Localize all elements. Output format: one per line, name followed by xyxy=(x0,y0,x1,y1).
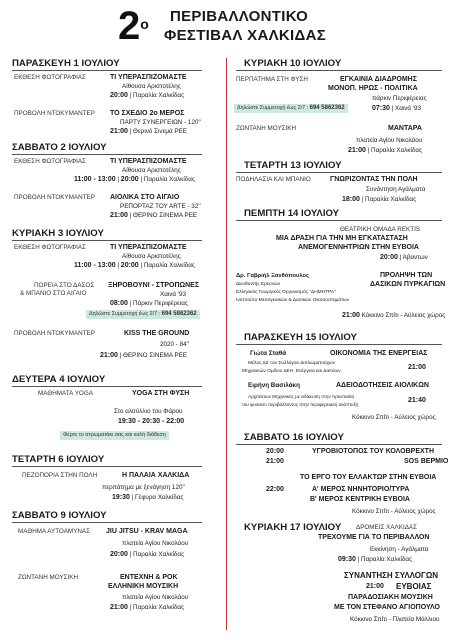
event-time-venue: 21:00 | Παραλία Χαλκίδας xyxy=(348,147,423,154)
event-type: ΠΟΡΕΙΑ ΣΤΟ ΔΑΣΟΣ xyxy=(34,282,95,289)
event-type: ΘΕΑΤΡΙΚΗ ΟΜΑΔΑ REKTIS xyxy=(340,226,421,233)
event-name: ΟΙΚΟΝΟΜΙΑ ΤΗΣ ΕΝΕΡΓΕΙΑΣ xyxy=(330,350,428,357)
event-time-venue: 21:00 | ΘΕΡΙΝΟ ΣΙΝΕΜΑ ΡΕΕ xyxy=(110,212,198,219)
event-name: ΜΟΝΟΠ. ΗΡΩΣ - ΠΟΛΙΤΙΚΑ xyxy=(328,85,418,92)
event-name: ΕΓΚΑΙΝΙΑ ΔΙΑΔΡΟΜΗΣ xyxy=(340,76,417,83)
event-venue: Κόκκινο Σπίτι - Πλατεία Μάλλιου xyxy=(350,616,440,623)
day-heading: ΚΥΡΙΑΚΗ 10 ΙΟΥΛΙΟΥ xyxy=(244,58,342,69)
event-name: SOS ΒΕΡΜΙΟ xyxy=(404,458,449,465)
day-heading: ΚΥΡΙΑΚΗ 3 ΙΟΥΛΙΟΥ xyxy=(12,228,104,239)
event-time: 21:00 xyxy=(266,458,284,465)
event-time: 21:40 xyxy=(408,397,426,404)
speaker-role: Μηχανικών Ομίλου ΔΕΗ, Ενέργεια και Δικτύων xyxy=(242,369,341,374)
event-time-venue: 18:00 | Παραλία Χαλκίδας xyxy=(342,196,417,203)
event-type: ΔΡΟΜΕΙΣ ΧΑΛΚΙΔΑΣ xyxy=(356,524,417,531)
event-time-venue: 20:00 | Παραλία Χαλκίδας xyxy=(110,551,185,558)
day-heading: ΔΕΥΤΕΡΑ 4 ΙΟΥΛΙΟΥ xyxy=(12,374,106,385)
speaker-name: Γιώτα Σταθά xyxy=(250,350,287,357)
event-type: ΖΩΝΤΑΝΗ ΜΟΥΣΙΚΗ xyxy=(18,574,79,581)
day-heading: ΠΑΡΑΣΚΕΥΗ 1 ΙΟΥΛΙΟΥ xyxy=(12,58,120,69)
event-type: ΠΕΡΠΑΤΗΜΑ ΣΤΗ ΦΥΣΗ xyxy=(236,76,308,83)
speaker-role: Αρχιτέκτων Μηχανικός με ειδίκευση στην προστασία xyxy=(248,394,355,399)
event-time: 19:30 - 20:30 - 22:00 xyxy=(118,418,185,425)
festival-edition-number: $2^o$ xyxy=(118,4,149,48)
event-time-venue: 20:00 | Παραλία Χαλκίδας xyxy=(110,92,185,99)
event-name: ΜΙΑ ΔΡΑΣΗ ΓΙΑ ΤΗΝ ΜΗ ΕΓΚΑΤΑΣΤΑΣΗ xyxy=(276,235,408,242)
event-name: ΥΓΡΟΒΙΟΤΟΠΟΣ ΤΟΥ ΚΟΛΟΒΡΕΧΤΗ xyxy=(312,448,434,455)
day-heading: ΣΑΒΒΑΤΟ 9 ΙΟΥΛΙΟΥ xyxy=(12,510,107,521)
event-type: ΕΚΘΕΣΗ ΦΩΤΟΓΡΑΦΙΑΣ xyxy=(14,74,86,81)
event-name: ΕΛΛΗΝΙΚΗ ΜΟΥΣΙΚΗ xyxy=(108,583,179,590)
event-type: ΠΕΖΟΠΟΡΙΑ ΣΤΗΝ ΠΟΛΗ xyxy=(22,472,98,479)
event-type: ΕΚΘΕΣΗ ΦΩΤΟΓΡΑΦΙΑΣ xyxy=(14,158,86,165)
event-name: Β' ΜΕΡΟΣ ΚΕΝΤΡΙΚΗ ΕΥΒΟΙΑ xyxy=(310,496,410,503)
event-name: ΑΔΕΙΟΔΟΤΗΣΕΙΣ ΑΙΟΛΙΚΩΝ xyxy=(336,382,429,389)
day-underline xyxy=(12,154,202,155)
speaker-role: Διευθυντής Ερευνών xyxy=(236,282,281,287)
event-type: ΕΚΘΕΣΗ ΦΩΤΟΓΡΑΦΙΑΣ xyxy=(14,244,86,251)
event-name: ΣΥΝΑΝΤΗΣΗ ΣΥΛΛΟΓΩΝ xyxy=(344,571,439,580)
event-type: ΖΩΝΤΑΝΗ ΜΟΥΣΙΚΗ xyxy=(236,125,297,132)
event-place: 2020 - 84'' xyxy=(160,341,190,348)
event-place: Χαινά '93 xyxy=(160,291,186,298)
day-underline xyxy=(236,344,442,345)
festival-title-line1: ΠΕΡΙΒΑΛΛΟΝΤΙΚΟ xyxy=(170,8,309,25)
event-time-venue: 21:00 | ΘΕΡΙΝΟ ΣΙΝΕΜΑ ΡΕΕ xyxy=(100,352,188,359)
event-type: ΠΡΟΒΟΛΗ ΝΤΟΚΥΜΑΝΤΕΡ xyxy=(14,194,95,201)
column-divider xyxy=(226,58,227,630)
event-type: & ΜΠΑΝΙΟ ΣΤΟ ΑΙΓΑΙΟ xyxy=(20,290,87,297)
event-name: ΤΙ ΥΠΕΡΑΣΠΙΖΟΜΑΣΤΕ xyxy=(110,74,187,81)
event-type: ΠΡΟΒΟΛΗ ΝΤΟΚΥΜΑΝΤΕΡ xyxy=(14,110,95,117)
event-time-venue: 11:00 - 13:00 | 20:00 | Παραλία Χαλκίδας xyxy=(74,262,195,269)
speaker-name: Ειρήνη Βασιλάκη xyxy=(248,382,300,389)
speaker-name: Δρ. Γαβριήλ Ξανθόπουλος xyxy=(236,273,310,279)
event-name: ΤΡΕΧΟΥΜΕ ΓΙΑ ΤΟ ΠΕΡΙΒΑΛΛΟΝ xyxy=(318,534,430,541)
day-underline xyxy=(236,172,442,173)
day-underline xyxy=(236,444,442,445)
event-name: ΠΡΟΛΗΨΗ ΤΩΝ xyxy=(380,272,433,279)
event-name: ΜΕ ΤΟΝ ΣΤΕΦΑΝΟ ΑΓΙΟΠΟΥΛΟ xyxy=(334,604,440,611)
event-time: 22:00 xyxy=(266,486,284,493)
event-name: Η ΠΑΛΑΙΑ ΧΑΛΚΙΔΑ xyxy=(122,472,190,479)
event-name: ΕΝΤΕΧΝΗ & ΡΟΚ xyxy=(120,574,178,581)
event-type: ΠΟΔΗΛΑΣΙΑ ΚΑΙ ΜΠΑΝΙΟ xyxy=(236,176,311,183)
equipment-note: Φέρτε το στρωματάκι σας και καλή διάθεση xyxy=(60,431,169,440)
event-place: ΠΑΡΤΥ ΣΥΝΕΡΓΕΙΩΝ - 120'' xyxy=(120,119,201,126)
event-venue: Κόκκινο Σπίτι - Αύλειος χώρος xyxy=(352,508,436,515)
event-name: ΔΑΣΙΚΩΝ ΠΥΡΚΑΓΙΩΝ xyxy=(370,281,446,288)
event-type: ΠΡΟΒΟΛΗ ΝΤΟΚΥΜΑΝΤΕΡ xyxy=(14,330,95,337)
event-place: Συνάντηση Αγάλματα xyxy=(366,186,426,193)
festival-title-line2: ΦΕΣΤΙΒΑΛ ΧΑΛΚΙΔΑΣ xyxy=(164,27,327,44)
event-time: 20:00 xyxy=(266,448,284,455)
event-name: KISS THE GROUND xyxy=(124,330,190,337)
day-heading: ΤΕΤΑΡΤΗ 6 ΙΟΥΛΙΟΥ xyxy=(12,454,105,465)
event-place: Εκκίνηση - Αγάλματα xyxy=(370,546,429,553)
event-time-venue: 20:00 | Άβαντων xyxy=(380,254,428,261)
event-name: ΑΙΟΛΙΚΑ ΣΤΟ ΑΙΓΑΙΟ xyxy=(110,194,180,201)
day-underline xyxy=(12,466,202,467)
day-heading: ΚΥΡΙΑΚΗ 17 ΙΟΥΛΙΟΥ xyxy=(244,522,342,533)
poster-header xyxy=(0,0,453,52)
event-place: πλατεία Αγίου Νικολάου xyxy=(356,137,423,144)
day-underline xyxy=(12,240,202,241)
day-heading: ΠΕΜΠΤΗ 14 ΙΟΥΛΙΟΥ xyxy=(244,208,340,219)
event-name: ΕΥΒΟΙΑΣ xyxy=(396,582,432,591)
event-name: ΤΟ ΕΡΓΟ ΤΟΥ ΕΛΛΑΚΤΩΡ ΣΤΗΝ ΕΥΒΟΙΑ xyxy=(300,474,437,481)
event-time-venue: 11:00 - 13:00 | 20:00 | Παραλία Χαλκίδας xyxy=(74,176,195,183)
registration-note: Δηλώστε Συμμετοχή έως 2/7 : 694 5862362 xyxy=(86,310,200,319)
event-place: Αίθουσα Αριστοτέλης xyxy=(122,167,181,174)
registration-note: Δηλώστε Συμμετοχή έως 2/7 : 694 5862362 xyxy=(234,104,348,113)
event-name: Α' ΜΕΡΟΣ ΝΗΝΗΤΟΡΙΟ/ΤΥΡΑ xyxy=(312,486,410,493)
event-type: ΜΑΘΗΜΑ ΑΥΤΟΑΜΥΝΑΣ xyxy=(18,528,90,535)
event-name: ΑΝΕΜΟΓΕΝΝΗΤΡΙΩΝ ΣΤΗΝ ΕΥΒΟΙΑ xyxy=(298,244,419,251)
event-type: ΜΑΘΗΜΑΤΑ YOGA xyxy=(38,390,93,397)
event-name: JIU JITSU - KRAV MAGA xyxy=(106,528,188,535)
event-name: ΤΙ ΥΠΕΡΑΣΠΙΖΟΜΑΣΤΕ xyxy=(110,158,187,165)
day-heading: ΣΑΒΒΑΤΟ 16 ΙΟΥΛΙΟΥ xyxy=(244,432,344,443)
event-place: πάρκιν Περιφέρειας xyxy=(372,95,427,102)
event-name: ΞΗΡΟΒΟΥΝΙ - ΣΤΡΟΠΩΝΕΣ xyxy=(108,282,200,289)
speaker-role: Ελληνικός Γεωργικός Οργανισμός "ΔΗΜΗΤΡΑ" xyxy=(236,290,336,295)
event-time-venue: 07:30 | Χαινά '93 xyxy=(372,105,422,112)
speaker-role: Μέλος ΔΣ του Συλλόγου Διπλωματούχων xyxy=(248,361,336,366)
event-time: 21:00 xyxy=(366,583,384,590)
day-underline xyxy=(236,70,442,71)
event-place: Στο αλσύλλιο του Φάρου xyxy=(114,408,183,415)
event-place: ΡΕΠΟΡΤΑΖ ΤΟΥ ΑRTE - 32'' xyxy=(120,203,201,210)
event-time-venue: 21:00 | Θερινό Σινεμά ΡΕΕ xyxy=(110,128,187,135)
day-underline xyxy=(236,220,442,221)
event-name: YOGA ΣΤΗ ΦΥΣΗ xyxy=(132,390,190,397)
event-place: Αίθουσα Αριστοτέλης xyxy=(122,83,181,90)
day-heading: ΣΑΒΒΑΤΟ 2 ΙΟΥΛΙΟΥ xyxy=(12,142,107,153)
event-venue: Κόκκινο Σπίτι - Αύλειος χώρος xyxy=(352,414,436,421)
event-time-venue: 21:00 | Παραλία Χαλκίδας xyxy=(110,604,185,611)
event-name: ΤΟ ΣΧΕΔΙΟ 2ο ΜΕΡΟΣ xyxy=(110,110,185,117)
day-heading: ΠΑΡΑΣΚΕΥΗ 15 ΙΟΥΛΙΟΥ xyxy=(244,332,357,343)
event-name: ΜΑΝΤΑΡΑ xyxy=(388,125,422,132)
speaker-role: Ινστιτούτο Μεσογειακών & Δασικών Οικοσυστημάτων xyxy=(236,298,350,303)
event-name: ΓΝΩΡΙΖΟΝΤΑΣ ΤΗΝ ΠΟΛΗ xyxy=(330,176,418,183)
event-place: περπάτημα με ξενάγηση 120'' xyxy=(102,484,185,491)
day-underline xyxy=(12,522,202,523)
event-time-venue: 08:00 | Πάρκιν Περιφέρειας xyxy=(110,300,188,307)
event-name: ΤΙ ΥΠΕΡΑΣΠΙΖΟΜΑΣΤΕ xyxy=(110,244,187,251)
event-place: πλατεία Αγίου Νικολάου xyxy=(122,594,189,601)
event-name: ΠΑΡΑΔΟΣΙΑΚΗ ΜΟΥΣΙΚΗ xyxy=(348,594,433,601)
day-underline xyxy=(12,70,202,71)
event-place: Αίθουσα Αριστοτέλης xyxy=(122,253,181,260)
day-heading: ΤΕΤΑΡΤΗ 13 ΙΟΥΛΙΟΥ xyxy=(244,160,342,171)
event-time-venue: 21:00 Κόκκινο Σπίτι - Αύλειος χώρος xyxy=(342,312,446,319)
day-underline xyxy=(12,386,202,387)
event-place: πλατεία Αγίου Νικολάου xyxy=(122,540,189,547)
speaker-role: του φυσικού περιβάλλοντος στην περιφερειακή ανάπτυξη xyxy=(242,402,359,407)
event-time-venue: 19:30 | Γέφυρα Χαλκίδας xyxy=(112,494,184,501)
event-time-venue: 09:30 | Παραλία Χαλκίδας xyxy=(338,556,413,563)
event-time: 21:00 xyxy=(408,364,426,371)
